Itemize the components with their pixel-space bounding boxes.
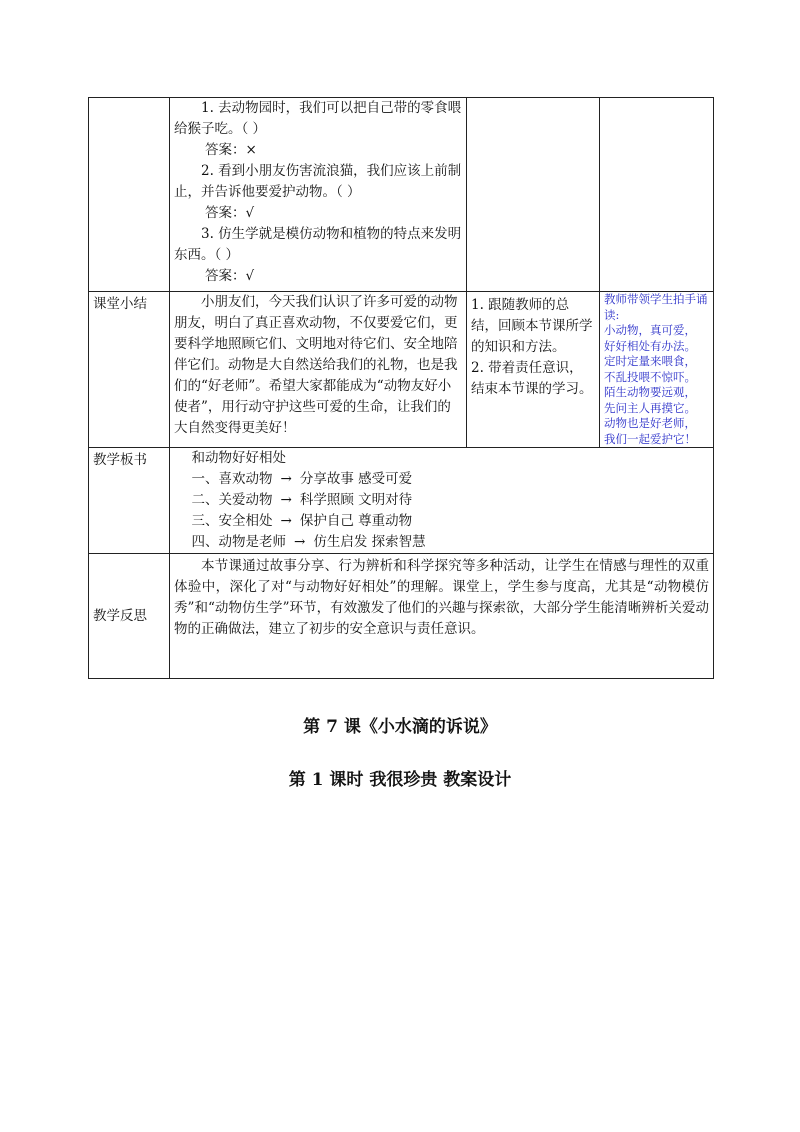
- board-line-3-tail: 保护自己 尊重动物: [299, 513, 413, 529]
- note-line-6: 陌生动物要远观，: [604, 385, 696, 399]
- summary-content-cell: [170, 292, 467, 448]
- board-content-cell: [170, 448, 714, 554]
- board-label: 教学板书: [89, 448, 170, 554]
- note-line-9: 我们一起爱护它！: [604, 431, 696, 446]
- note-line-5: 不乱投喂不惊吓。: [604, 369, 696, 384]
- exercise-row: [89, 98, 714, 292]
- summary-row: [89, 292, 714, 448]
- lesson-title: 第 7 课《小水滴的诉说》: [303, 717, 497, 737]
- summary-student-cell: [467, 292, 600, 448]
- reflection-text: 本节课通过故事分享、行为辨析和科学探究等多种活动，让学生在情感与理性的双重体验中，深化了对“与动物好好相处”的理解。课堂上，学生参与度高，尤其是“动物模仿秀”和“动物仿生学”环节，有效激发了他们的兴趣与探索欲，大部分学生能清晰辨析关爱动物的正确做法，建立了初步的安全意识与责任意识。: [174, 558, 709, 637]
- summary-student-1: 1. 跟随教师的总结，回顾本节课所学的知识和方法。: [471, 297, 593, 355]
- board-line-2-head: 二、关爱动物: [191, 492, 273, 508]
- note-line-7: 先问主人再摸它。: [604, 400, 696, 415]
- board-line-2-tail: 科学照顾 文明对待: [299, 492, 413, 508]
- board-line-3: [174, 511, 709, 532]
- summary-student-2: 2. 带着责任意识，结束本节课的学习。: [471, 360, 593, 397]
- board-line-1-tail: 分享故事 感受可爱: [299, 471, 413, 487]
- board-line-2: [174, 490, 709, 511]
- question-3: 3. 仿生学就是模仿动物和植物的特点来发明东西。（ ）: [174, 226, 462, 263]
- board-line-4: [174, 532, 709, 553]
- lesson-plan-table: [88, 97, 714, 679]
- arrow-icon: →: [280, 513, 292, 529]
- answer-1: 答案：×: [205, 142, 257, 158]
- board-line-1: [174, 469, 709, 490]
- question-2: 2. 看到小朋友伤害流浪猫，我们应该上前制止，并告诉他要爱护动物。（ ）: [174, 163, 462, 200]
- lesson-subtitle: 第 1 课时 我很珍贵 教案设计: [288, 770, 512, 790]
- arrow-icon: →: [280, 471, 292, 487]
- summary-text: 小朋友们，今天我们认识了许多可爱的动物朋友，明白了真正喜欢动物，不仅要爱它们，更要科学地照顾它们、文明地对待它们、安全地陪伴它们。动物是大自然送给我们的礼物，也是我们的“好老师”。希望大家都能成为“动物友好小使者”，用行动守护这些可爱的生命，让我们的大自然变得更美好！: [174, 294, 458, 436]
- reflection-row: [89, 554, 714, 679]
- exercise-label: [89, 98, 170, 292]
- exercise-content: [170, 98, 467, 292]
- note-line-8: 动物也是好老师，: [604, 416, 696, 430]
- summary-teacher-note: [600, 292, 714, 448]
- note-line-3: 好好相处有办法。: [604, 338, 696, 353]
- board-line-4-head: 四、动物是老师: [191, 534, 287, 550]
- board-line-3-head: 三、安全相处: [191, 513, 273, 529]
- note-line-4: 定时定量来喂食，: [604, 354, 696, 368]
- reflection-label: 教学反思: [89, 554, 170, 679]
- board-line-4-tail: 仿生启发 探索智慧: [313, 534, 426, 550]
- summary-label: 课堂小结: [89, 292, 170, 448]
- board-title: 和动物好好相处: [191, 450, 287, 466]
- board-line-1-head: 一、喜欢动物: [191, 471, 273, 487]
- answer-3: 答案：√: [205, 268, 255, 284]
- exercise-note-cell: [600, 98, 714, 292]
- question-1: 1. 去动物园时，我们可以把自己带的零食喂给猴子吃。（ ）: [174, 100, 462, 137]
- note-line-2: 小动物，真可爱，: [604, 323, 696, 337]
- reflection-content-cell: [170, 554, 714, 679]
- arrow-icon: →: [294, 534, 306, 550]
- arrow-icon: →: [280, 492, 292, 508]
- note-line-1: 教师带领学生拍手诵读:: [604, 292, 708, 322]
- exercise-student-cell: [467, 98, 600, 292]
- board-row: [89, 448, 714, 554]
- answer-2: 答案：√: [205, 205, 255, 221]
